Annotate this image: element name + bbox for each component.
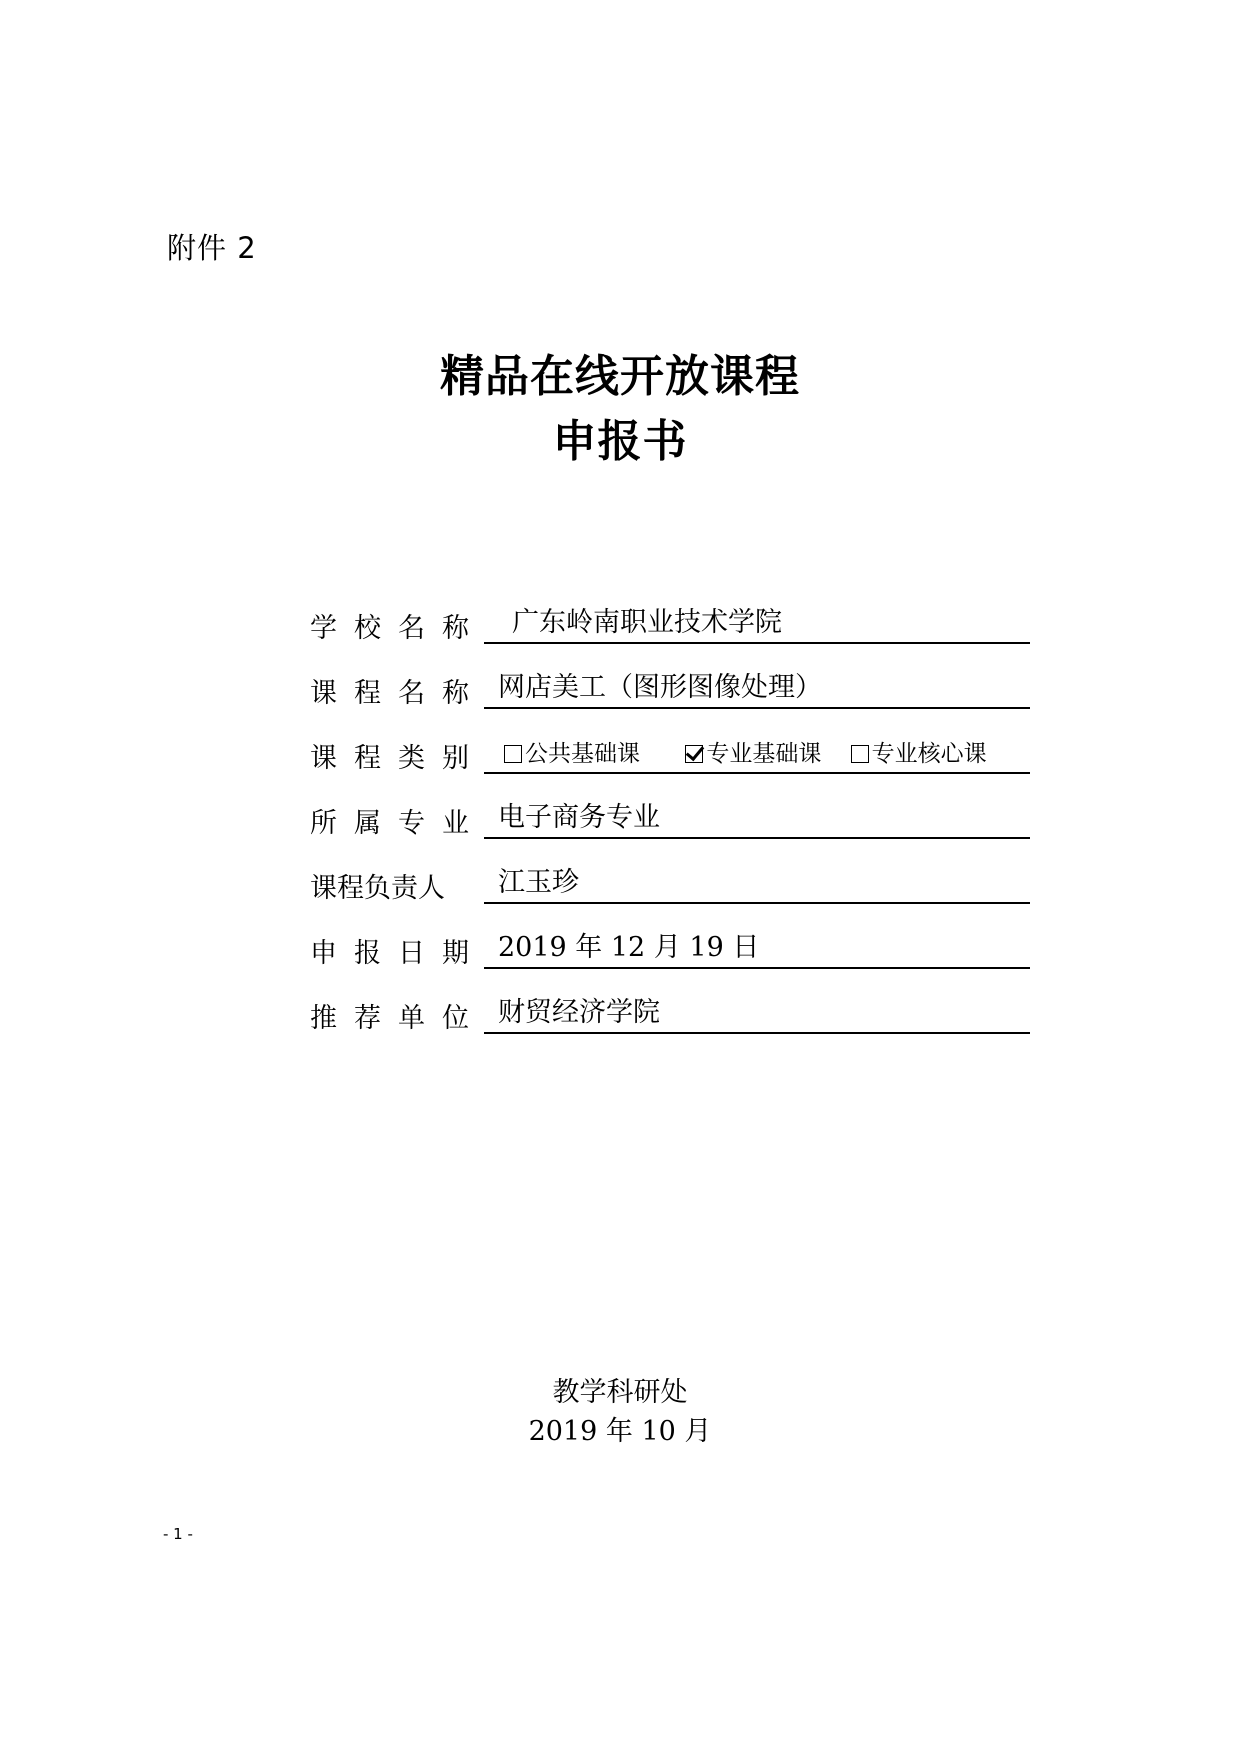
school-label: 学校名称: [310, 613, 486, 644]
school-value: 广东岭南职业技术学院: [512, 607, 782, 638]
attachment-label: 附件 2: [167, 231, 257, 265]
checkbox-icon[interactable]: [504, 745, 522, 763]
application-form: [310, 604, 1030, 1059]
page-number: - 1 -: [163, 1525, 193, 1543]
leader-field: [484, 864, 1030, 904]
course-type-label: 课程类别: [310, 743, 486, 774]
course-type-option-public[interactable]: [504, 734, 640, 774]
form-row-recommender: [310, 994, 1030, 1059]
form-row-apply-date: [310, 929, 1030, 994]
issuing-department: 教学科研处: [552, 1377, 688, 1408]
course-name-value: 网店美工（图形图像处理）: [498, 672, 822, 703]
option-label-major-core: 专业核心课: [871, 741, 987, 767]
course-type-option-major-basic[interactable]: [685, 734, 821, 774]
recommender-label: 推荐单位: [310, 1003, 486, 1034]
form-row-major: [310, 799, 1030, 864]
document-title: 精品在线开放课程: [440, 351, 800, 402]
form-row-school: [310, 604, 1030, 669]
checked-checkbox-icon[interactable]: [685, 745, 703, 763]
major-field: [484, 799, 1030, 839]
form-row-leader: [310, 864, 1030, 929]
apply-date-value: 2019 年 12 月 19 日: [498, 932, 760, 963]
issue-date: 2019 年 10 月: [528, 1416, 712, 1447]
apply-date-field: [484, 929, 1030, 969]
course-name-label: 课程名称: [310, 678, 486, 709]
form-row-course-type: [310, 734, 1030, 799]
option-label-public: 公共基础课: [525, 741, 640, 767]
option-label-major-basic: 专业基础课: [706, 741, 822, 767]
apply-date-label: 申报日期: [310, 938, 486, 969]
course-type-option-major-core[interactable]: [851, 734, 987, 774]
course-type-field: [484, 734, 1030, 774]
school-field: [484, 604, 1030, 644]
form-row-course-name: [310, 669, 1030, 734]
course-name-field: [484, 669, 1030, 709]
checkbox-icon[interactable]: [851, 745, 869, 763]
leader-value: 江玉珍: [498, 867, 579, 898]
major-value: 电子商务专业: [498, 802, 660, 833]
leader-label: 课程负责人: [310, 873, 445, 904]
recommender-field: [484, 994, 1030, 1034]
major-label: 所属专业: [310, 808, 486, 839]
recommender-value: 财贸经济学院: [498, 997, 660, 1028]
document-subtitle: 申报书: [552, 416, 688, 467]
